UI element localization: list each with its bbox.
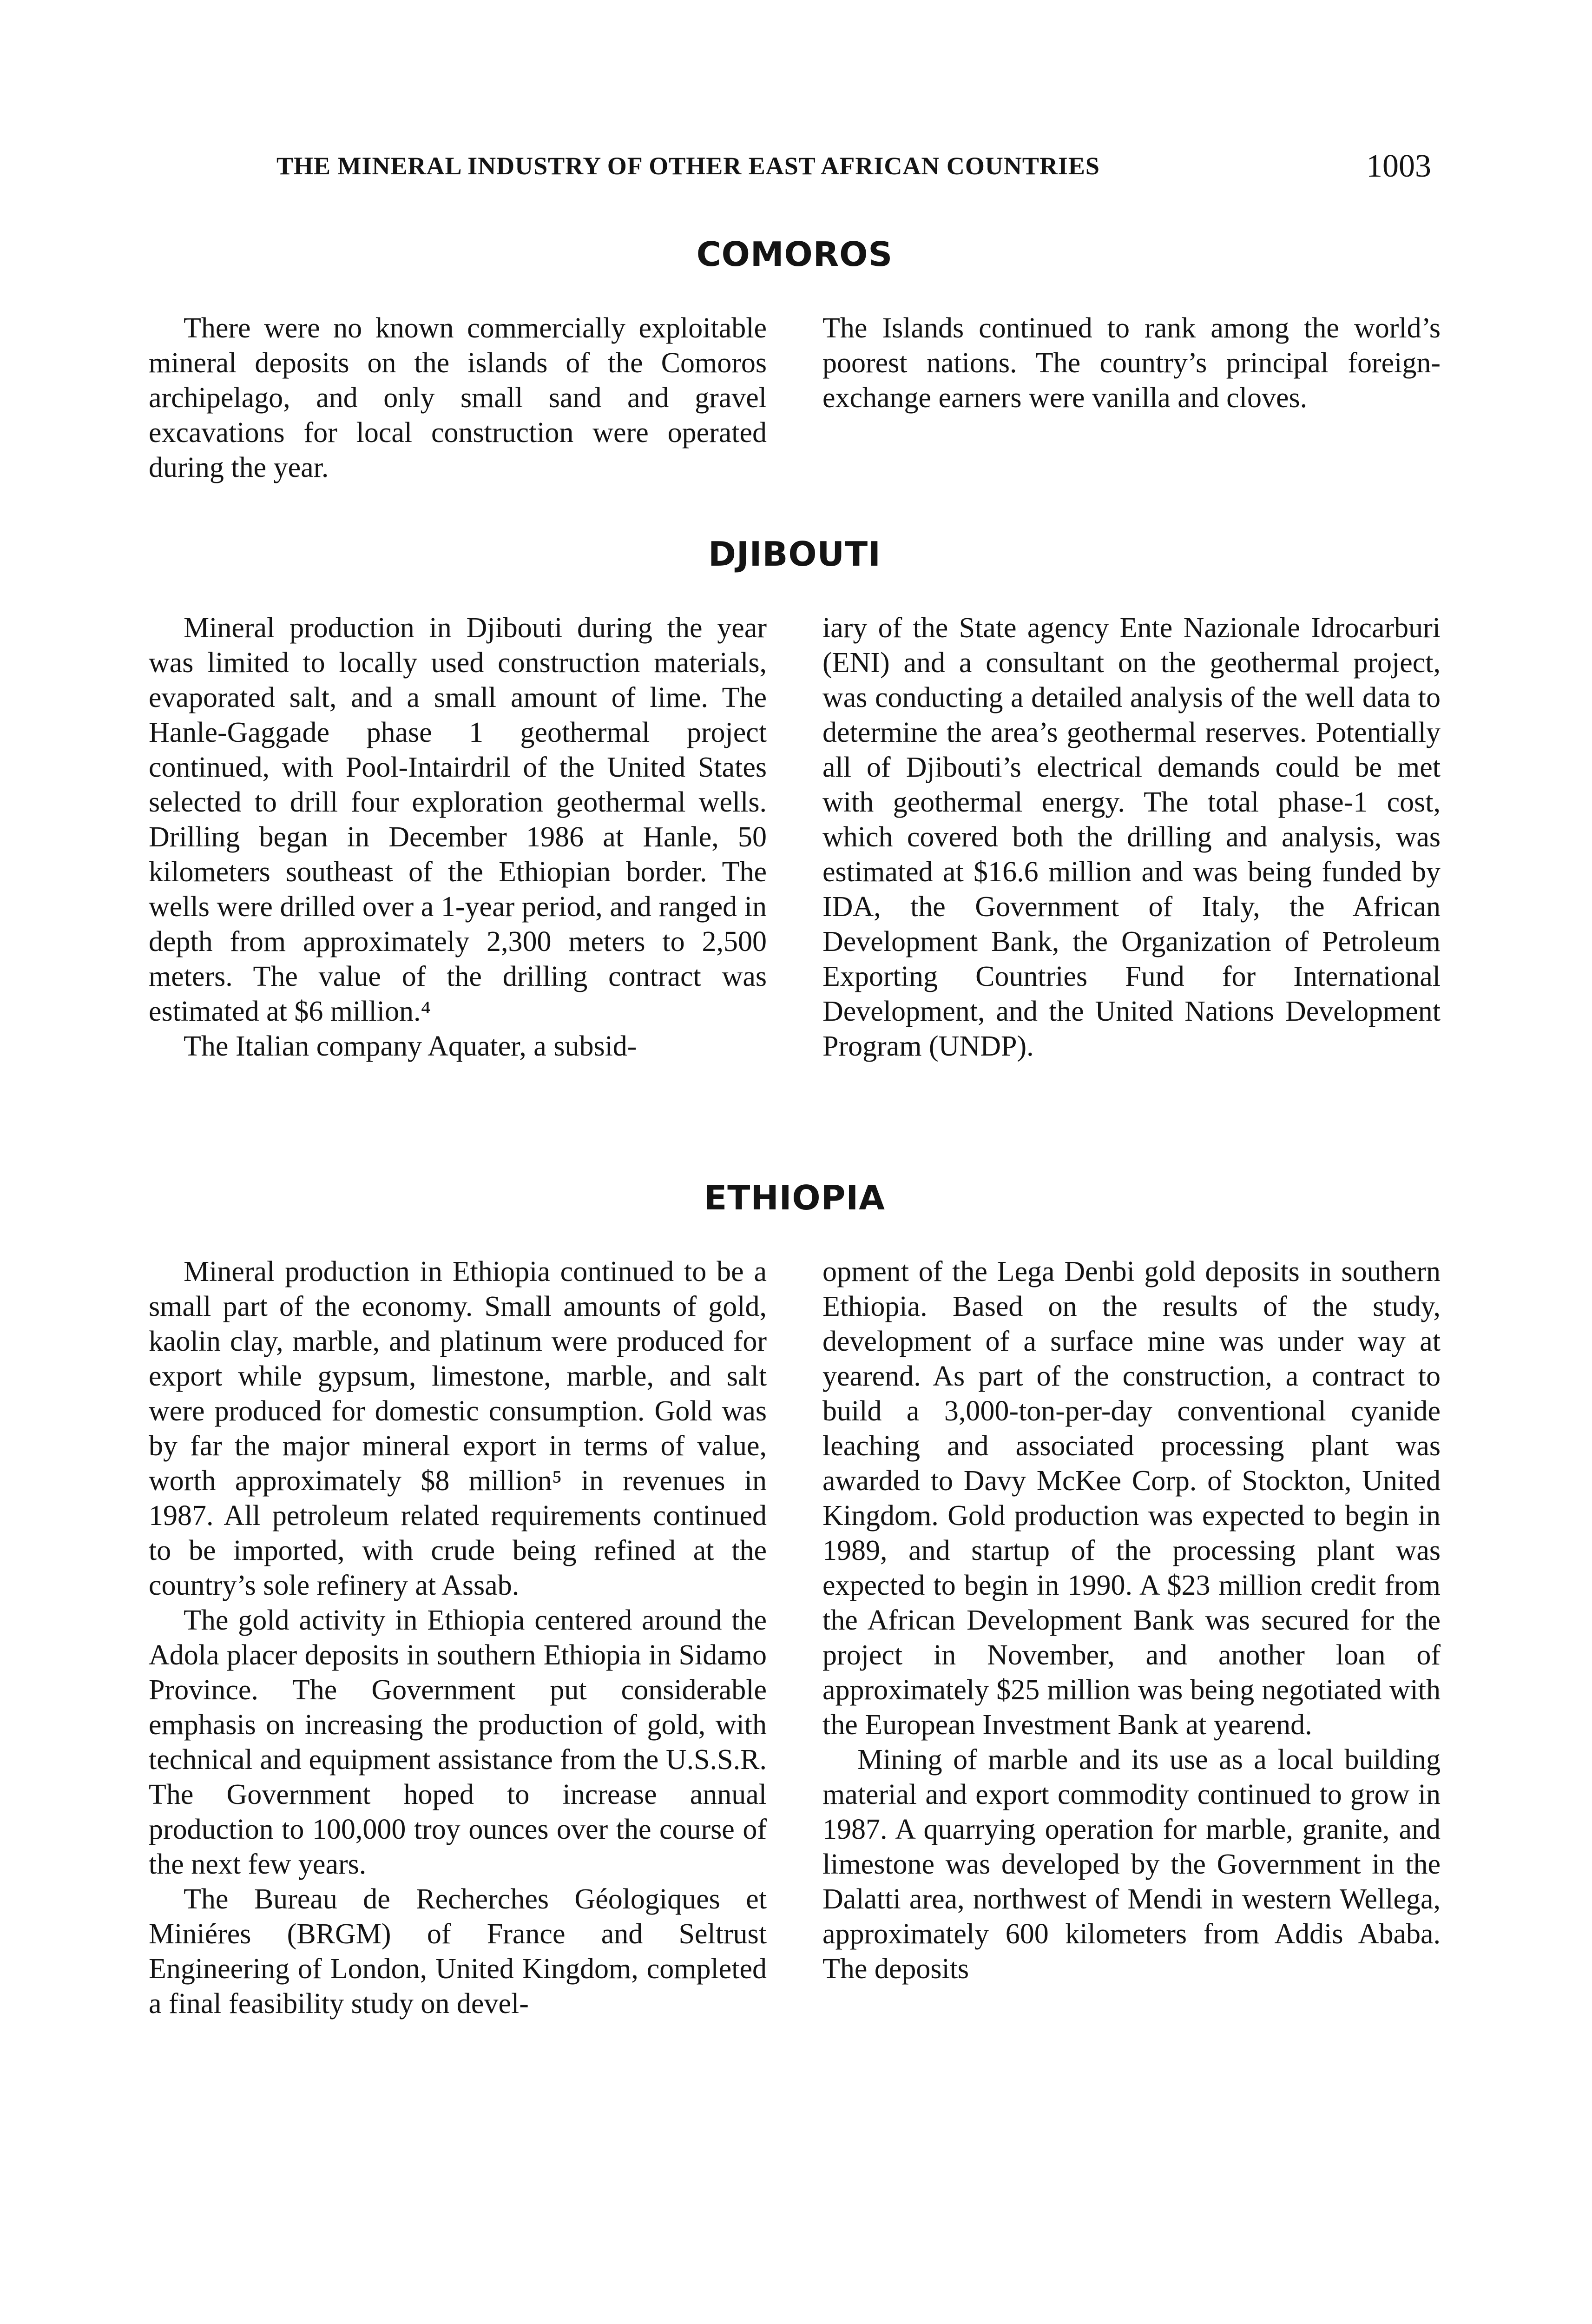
paragraph: The Bureau de Recherches Géologiques et Miniéres (BRGM) of France and Seltrust Engineering of London, United Kingdom, completed a final feasibility study on devel- xyxy=(149,1883,767,2020)
page-number: 1003 xyxy=(1366,148,1431,184)
paragraph: opment of the Lega Denbi gold deposits in southern Ethiopia. Based on the results of the study, development of a surface mine was under way at yearend. As part of the construction, a contract to build a 3,000-ton-per-day conventional cyanide leaching and associated processing plant was awarded to Davy McKee Corp. of Stockton, United Kingdom. Gold production was expected to begin in 1989, and startup of the processing plant was expected to begin in 1990. A $23 million credit from the African Development Bank was secured for the project in November, and another loan of approximately $25 million was being negotiated with the European Investment Bank at yearend. xyxy=(822,1256,1441,1741)
section-columns xyxy=(149,611,1441,1064)
section-ethiopia xyxy=(149,1178,1441,2021)
paragraph: Mineral production in Ethiopia continued to be a small part of the economy. Small amounts of gold, kaolin clay, marble, and platinum were produced for export while gypsum, limestone, marble, and salt were produced for domestic consumption. Gold was by far the major mineral export in terms of value, worth approximately $8 million⁵ in revenues in 1987. All petroleum related requirements continued to be imported, with crude being refined at the country’s sole refinery at Assab. xyxy=(149,1256,767,1601)
section-columns xyxy=(149,1254,1441,2021)
left-column xyxy=(149,1254,767,2021)
left-column xyxy=(149,611,767,1064)
right-column xyxy=(822,1254,1441,2021)
left-column xyxy=(149,311,767,485)
section-title-comoros: COMOROS xyxy=(696,235,893,274)
section-djibouti xyxy=(149,535,1441,1064)
right-column xyxy=(822,311,1441,485)
paragraph: The gold activity in Ethiopia centered around the Adola placer deposits in southern Ethiopia in Sidamo Province. The Government put considerable emphasis on increasing the production of gold, with technical and equipment assistance from the U.S.S.R. The Government hoped to increase annual production to 100,000 troy ounces over the course of the next few years. xyxy=(149,1604,767,1880)
paragraph: Mineral production in Djibouti during the year was limited to locally used construction materials, evaporated salt, and a small amount of lime. The Hanle-Gaggade phase 1 geothermal project continued, with Pool-Intairdril of the United States selected to drill four exploration geothermal wells. Drilling began in December 1986 at Hanle, 50 kilometers southeast of the Ethiopian border. The wells were drilled over a 1-year period, and ranged in depth from approximately 2,300 meters to 2,500 meters. The value of the drilling contract was estimated at $6 million.⁴ xyxy=(149,612,767,1027)
paragraph: The Islands continued to rank among the world’s poorest nations. The country’s principal foreign-exchange earners were vanilla and cloves. xyxy=(822,312,1441,414)
section-comoros xyxy=(149,235,1441,485)
page-header xyxy=(158,148,1431,199)
paragraph: The Italian company Aquater, a subsid- xyxy=(184,1030,637,1062)
paragraph: There were no known commercially exploitable mineral deposits on the islands of the Comoros archipelago, and only small sand and gravel excavations for local construction were operated during the year. xyxy=(149,312,767,483)
paragraph: iary of the State agency Ente Nazionale Idrocarburi (ENI) and a consultant on the geothermal project, was conducting a detailed analysis of the well data to determine the area’s geothermal reserves. Potentially all of Djibouti’s electrical demands could be met with geothermal energy. The total phase-1 cost, which covered both the drilling and analysis, was estimated at $16.6 million and was being funded by IDA, the Government of Italy, the African Development Bank, the Organization of Petroleum Exporting Countries Fund for International Development, and the United Nations Development Program (UNDP). xyxy=(822,612,1441,1062)
section-columns xyxy=(149,311,1441,485)
running-title: THE MINERAL INDUSTRY OF OTHER EAST AFRICAN COUNTRIES xyxy=(276,152,1100,180)
section-title-ethiopia: ETHIOPIA xyxy=(704,1178,885,1217)
paragraph: Mining of marble and its use as a local building material and export commodity continued to grow in 1987. A quarrying operation for marble, granite, and limestone was developed by the Government in the Dalatti area, northwest of Mendi in western Wellega, approximately 600 kilometers from Addis Ababa. The deposits xyxy=(822,1744,1441,1985)
right-column xyxy=(822,611,1441,1064)
section-title-djibouti: DJIBOUTI xyxy=(708,535,881,574)
